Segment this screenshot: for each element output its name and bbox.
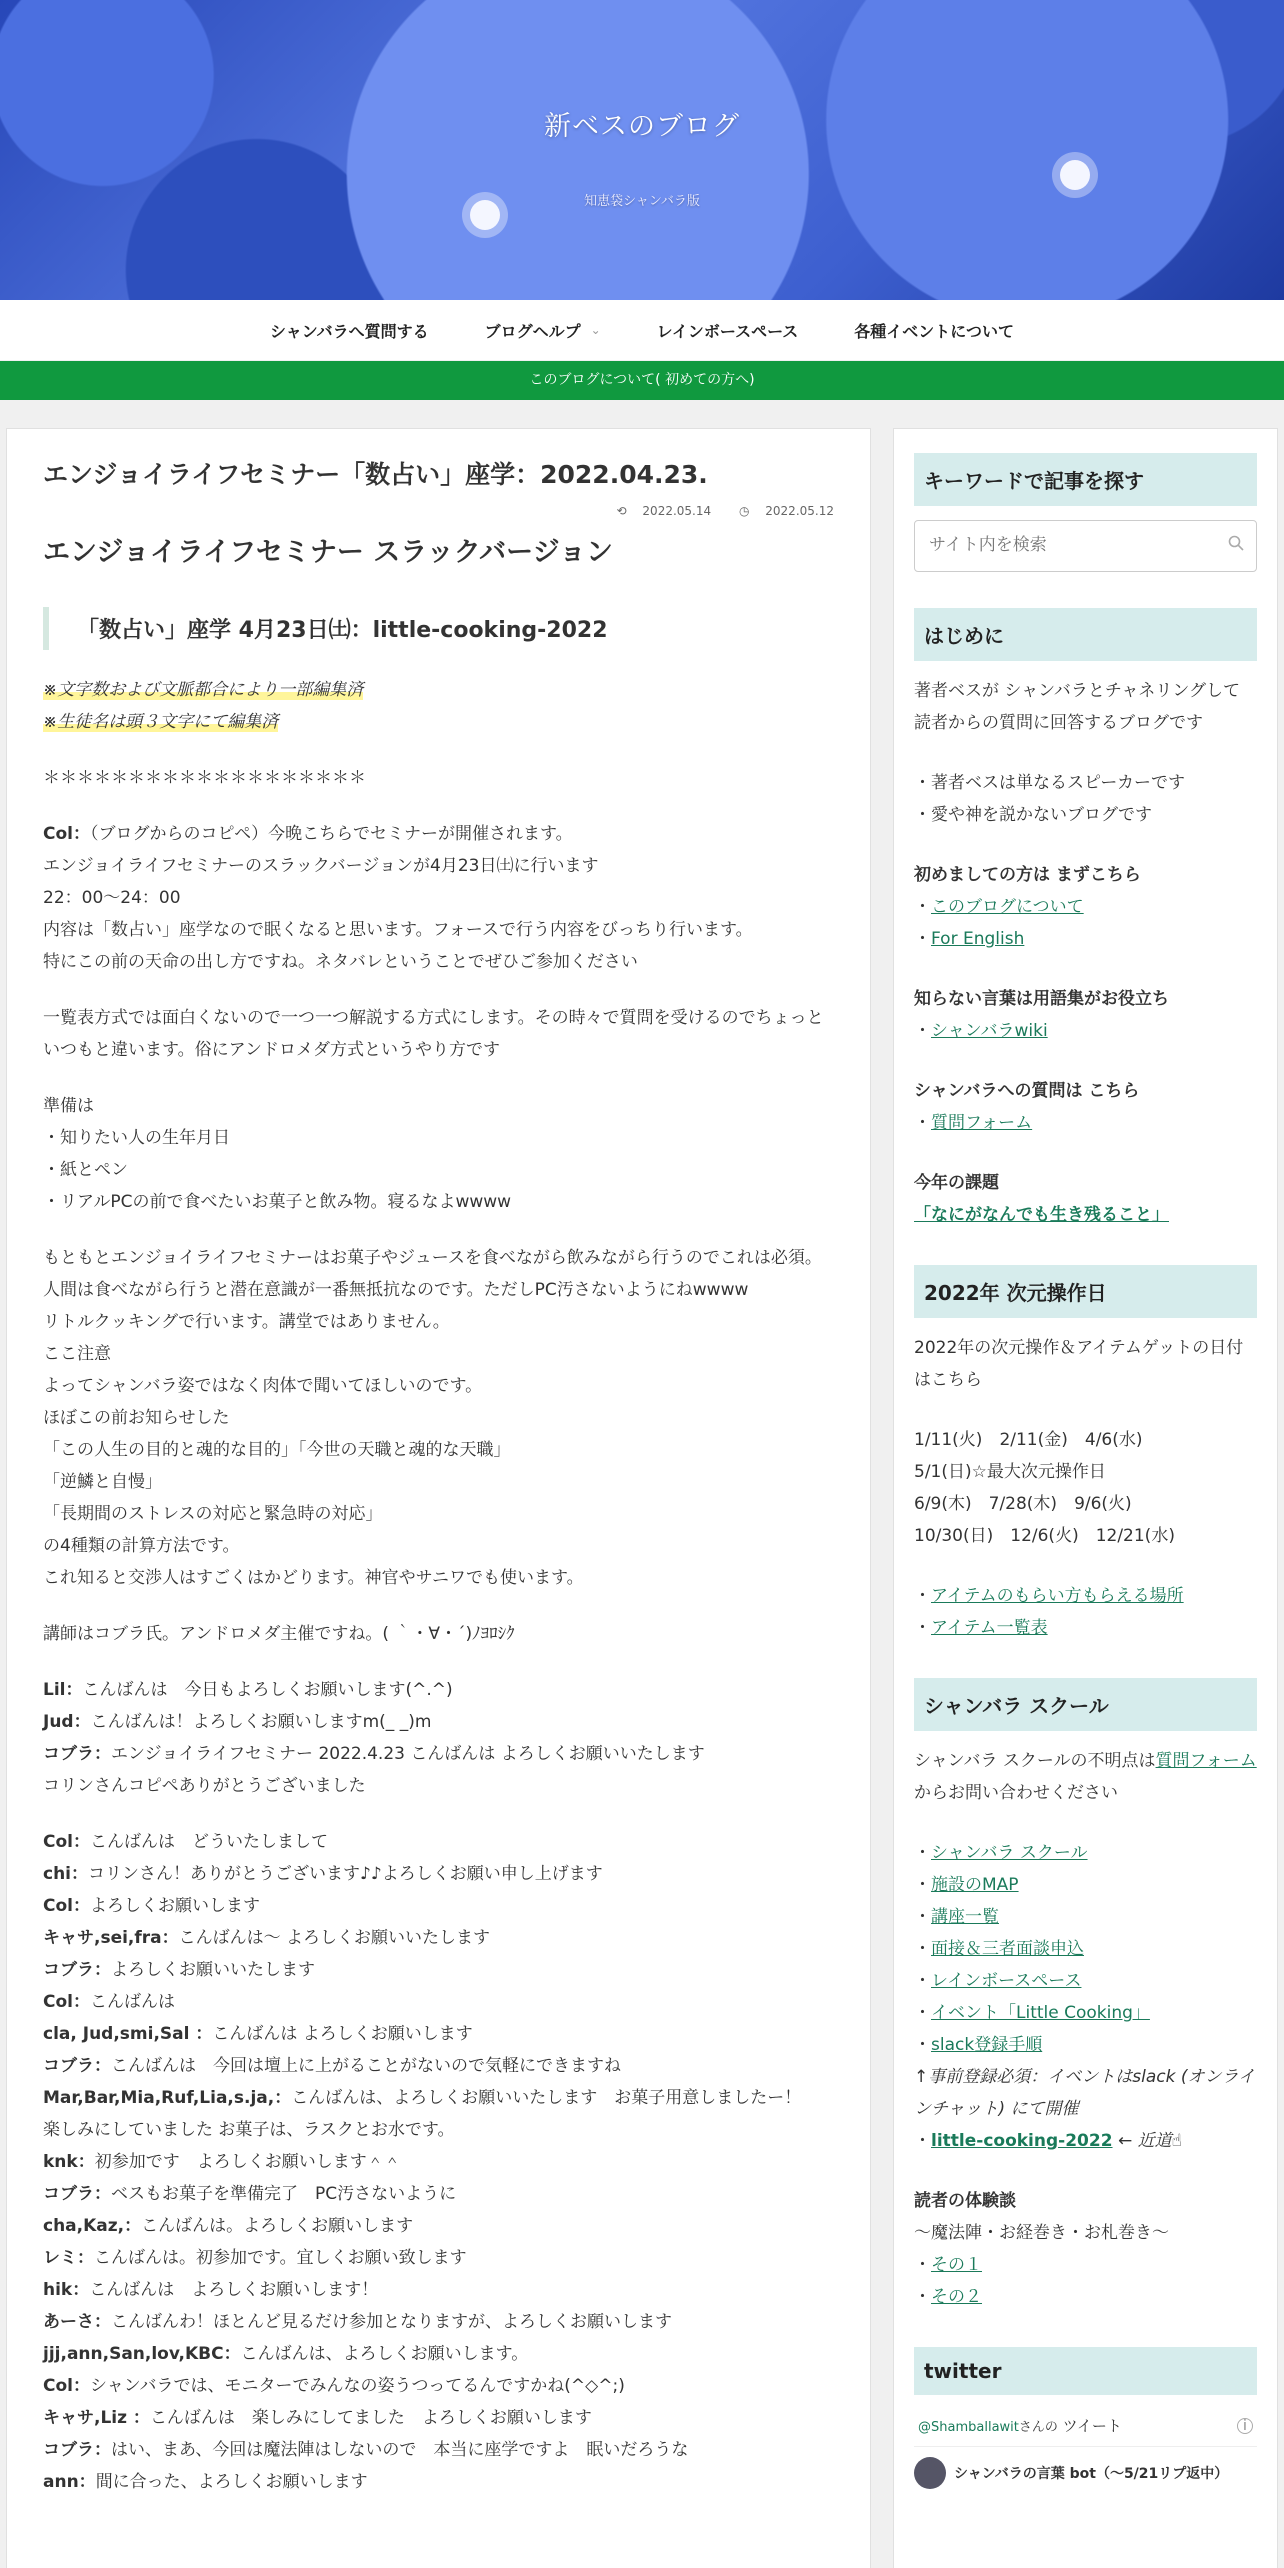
nav-item-question[interactable]: シャンバラへ質問する <box>270 321 429 341</box>
widget-title: キーワードで記事を探す <box>914 453 1257 506</box>
search-widget <box>914 453 1257 572</box>
sidebar <box>893 428 1278 2568</box>
intro-words: 知らない言葉は用語集がお役立ち ・シャンバラwiki <box>914 989 1169 1041</box>
link-interview[interactable]: 面接＆三者面談申込 <box>931 1939 1084 1959</box>
link-exp-1[interactable]: その１ <box>931 2255 982 2275</box>
link-question-form[interactable]: 質問フォーム <box>931 1113 1033 1133</box>
link-courses[interactable]: 講座一覧 <box>931 1907 999 1927</box>
dim-links: ・アイテムのもらい方もらえる場所 ・アイテム一覧表 <box>914 1586 1184 1638</box>
widget-title: はじめに <box>914 608 1257 661</box>
dimension-widget <box>914 1265 1257 1644</box>
article-subheading: 「数占い」座学 4月23日㈯：little-cooking-2022 <box>43 607 834 650</box>
paragraph: Col：（ブログからのコピペ）今晩こちらでセミナーが開催されます。 エンジョイライフセミナーのスラックバージョンが4月23日㈯に行います 22：00～24：00 内容は「数占い」座学なので眠くなると思います。フォースで行う内容をびっちり行います。 特にこの前の天命の出し方ですね。ネタバレということでぜひご参加ください <box>43 823 753 972</box>
search-icon[interactable] <box>1228 535 1244 551</box>
link-school[interactable]: シャンバラ スクール <box>931 1843 1088 1863</box>
flower-decoration <box>1060 160 1090 190</box>
search-input[interactable] <box>915 521 1222 569</box>
intro-question: シャンバラへの質問は こちら ・質問フォーム <box>914 1081 1140 1133</box>
intro-points: ・著者ベスは単なるスピーカーです ・愛や神を説かないブログです <box>914 773 1185 825</box>
link-theme[interactable]: 「なにがなんでも生き残ること」 <box>914 1205 1169 1225</box>
twitter-widget <box>914 2347 1257 2489</box>
article <box>6 428 871 2568</box>
separator-stars: ＊＊＊＊＊＊＊＊＊＊＊＊＊＊＊＊＊＊＊ <box>43 767 366 788</box>
intro-lead: 著者ベスが シャンバラとチャネリングして 読者からの質問に回答するブログです <box>914 681 1241 733</box>
site-title[interactable]: 新ベスのブログ <box>544 111 740 142</box>
nav-item-events[interactable]: 各種イベントについて <box>854 321 1014 341</box>
avatar <box>914 2457 946 2489</box>
dim-dates: 1/11(火) 2/11(金) 4/6(水) 5/1(日)☆最大次元操作日 6/9(木) 7/28(木) 9/6(火) 10/30(日) 12/6(火) 12/21(水) <box>914 1430 1175 1546</box>
dim-lead: 2022年の次元操作＆アイテムゲットの日付はこちら <box>914 1338 1244 1390</box>
chevron-down-icon: ⌄ <box>590 323 601 337</box>
edit-notes: ※文字数および文脈都合により一部編集済 ※生徒名は頭３文字にて編集済 <box>43 679 364 732</box>
nav-item-help[interactable]: ブログヘルプ ⌄ <box>484 321 601 341</box>
notice-bar[interactable]: このブログについて( 初めての方へ) <box>0 361 1284 400</box>
link-rainbow[interactable]: レインボースペース <box>931 1971 1082 1991</box>
intro-theme: 今年の課題 「なにがなんでも生き残ること」 <box>914 1173 1169 1225</box>
link-lc-2022[interactable]: little-cooking-2022 <box>931 2131 1113 2151</box>
widget-title: シャンバラ スクール <box>914 1678 1257 1731</box>
widget-title: twitter <box>914 2347 1257 2395</box>
search-box <box>914 520 1257 572</box>
link-about[interactable]: このブログについて <box>931 897 1084 917</box>
school-links: ・シャンバラ スクール ・施設のMAP ・講座一覧 ・面接＆三者面談申込 ・レインボースペース ・イベント「Little Cooking」 ・slack登録手順 ↑事前登録必須：イベントはslack (オンラインチャット) にて開催 ・little-cooking-2022 ← 近道☝ <box>914 1843 1255 2151</box>
link-question-form[interactable]: 質問フォーム <box>1155 1751 1257 1771</box>
chat-block: Lil：こんばんは 今日もよろしくお願いします(^.^) Jud：こんばんは！よろしくお願いしますm(_ _)m コブラ：エンジョイライフセミナー 2022.4.23 こんばんは よろしくお願いいたします コリンさんコピペありがとうございました <box>43 1679 705 1796</box>
twitter-header: @Shamballawitさんの ツイート i <box>914 2409 1257 2447</box>
refresh-icon: ⟲ <box>616 503 627 518</box>
intro-first: 初めましての方は まずこちら ・このブログについて ・For English <box>914 865 1141 949</box>
school-widget <box>914 1678 1257 2313</box>
article-dates <box>43 504 834 518</box>
link-wiki[interactable]: シャンバラwiki <box>931 1021 1048 1041</box>
link-item-place[interactable]: アイテムのもらい方もらえる場所 <box>931 1586 1184 1606</box>
paragraph: 準備は ・知りたい人の生年月日 ・紙とペン ・リアルPCの前で食べたいお菓子と飲み物。寝るなよwwww <box>43 1095 512 1212</box>
paragraph: 一覧表方式では面白くないので一つ一つ解説する方式にします。その時々で質問を受けるのでちょっといつもと違います。俗にアンドロメダ方式というやり方です <box>43 1007 824 1060</box>
nav-item-rainbow[interactable]: レインボースペース <box>656 321 799 341</box>
link-item-list[interactable]: アイテム一覧表 <box>931 1618 1048 1638</box>
link-exp-2[interactable]: その２ <box>931 2287 982 2307</box>
link-little-cooking[interactable]: イベント「Little Cooking」 <box>931 2003 1150 2023</box>
chat-block: Col：こんばんは どういたしまして chi：コリンさん！ありがとうございます♪♪よろしくお願い申し上げます Col：よろしくお願いします キャサ,sei,fra：こんばんは〜 よろしくお願いいたします コブラ：よろしくお願いいたします Col：こんばんは cla, Jud,smi,Sal ：こんばんは よろしくお願いします コブラ：こんばんは 今回は壇上に上がることがないので気軽にできますね Mar,Bar,Mia,Ruf,Lia,s.ja,：こんばんは、よろしくお願いいたします お菓子用意しましたー！ 楽しみにしていました お菓子は、ラスクとお水です。 knk：初参加です よろしくお願いします＾＾ コブラ：ベスもお菓子を準備完了 PC汚さないように cha,Kaz,：こんばんは。よろしくお願いします レミ：こんばんは。初参加です。宜しくお願い致します hik：こんばんは よろしくお願いします！ あーさ：こんばんわ！ほとんど見るだけ参加となりますが、よろしくお願いします jjj,ann,San,lov,KBC：こんばんは、よろしくお願いします。 Col：シャンバラでは、モニターでみんなの姿うつってるんですかね(^◇^;) キャサ,Liz ：こんばんは 楽しみにしてました よろしくお願いします コブラ：はい、まあ、今回は魔法陣はしないので 本当に座学ですよ 眠いだろうな ann：間に合った、よろしくお願いします <box>43 1831 802 2492</box>
site-subtitle: 知恵袋シャンバラ版 <box>584 194 700 209</box>
paragraph: 講師はコブラ氏。アンドロメダ主催ですね。( ｀・∀・´)ﾉﾖﾛｼｸ <box>43 1623 515 1644</box>
school-lead: シャンバラ スクールの不明点は質問フォームからお問い合わせください <box>914 1751 1257 1803</box>
updated-date: ⟲ 2022.05.14 <box>616 503 712 518</box>
widget-title: 2022年 次元操作日 <box>914 1265 1257 1318</box>
main-nav <box>0 300 1284 360</box>
tweet-item[interactable]: シャンバラの言葉 bot（～5/21リプ返中） <box>914 2447 1257 2489</box>
clock-icon: ◷ <box>738 503 750 518</box>
link-slack[interactable]: slack登録手順 <box>931 2035 1043 2055</box>
link-map[interactable]: 施設のMAP <box>931 1875 1019 1895</box>
article-title: エンジョイライフセミナー「数占い」座学：2022.04.23. <box>43 460 708 489</box>
link-english[interactable]: For English <box>931 929 1025 949</box>
twitter-handle[interactable]: @Shamballawit <box>918 2420 1019 2435</box>
article-body <box>43 674 834 2498</box>
paragraph: もともとエンジョイライフセミナーはお菓子やジュースを食べながら飲みながら行うのでこれは必須。人間は食べながら行うと潜在意識が一番無抵抗なのです。ただしPC汚さないようにねwwww リトルクッキングで行います。講堂ではありません。 ここ注意 よってシャンバラ姿ではなく肉体で聞いてほしいのです。 ほぼこの前お知らせした 「この人生の目的と魂的な目的」「今世の天職と魂的な天職」 「逆鱗と自慢」 「長期間のストレスの対応と緊急時の対応」 の4種類の計算方法です。 これ知ると交渉人はすごくはかどります。神官やサニワでも使います。 <box>43 1247 822 1588</box>
intro-widget <box>914 608 1257 1231</box>
published-date: ◷ 2022.05.12 <box>738 503 834 518</box>
experiences: 読者の体験談 〜魔法陣・お経巻き・お札巻き〜 ・その１ ・その２ <box>914 2191 1169 2307</box>
info-icon[interactable]: i <box>1237 2418 1253 2434</box>
header-image <box>0 0 1284 300</box>
article-heading: エンジョイライフセミナー スラックバージョン <box>43 536 614 568</box>
